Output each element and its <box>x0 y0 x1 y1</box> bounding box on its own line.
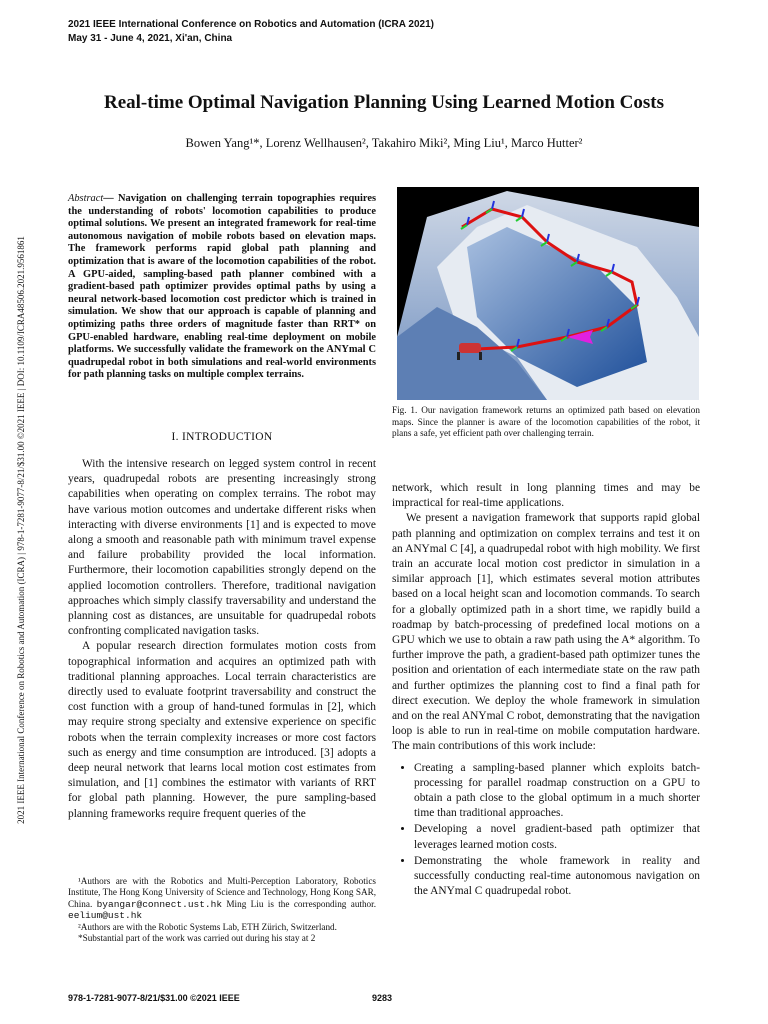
abstract-label: Abstract <box>68 193 104 204</box>
doi-sidebar <box>14 175 28 885</box>
figure-terrain-render <box>397 187 699 400</box>
list-item: • Demonstrating the whole framework in reality and successfully conducting real-time autonomous navigation on the ANYmal C quadrupedal robot. <box>414 854 700 900</box>
email-link[interactable]: eelium@ust.hk <box>68 910 143 922</box>
contributions-list <box>392 761 700 900</box>
footnotes <box>68 876 376 944</box>
page-number: 9283 <box>372 993 393 1003</box>
intro-paragraph: With the intensive research on legged system control in recent years, quadrupedal robots are presenting increasingly strong capabilities when operating on complex terrains. The robot may have various motion outcomes and undertake different risks when interacting with diverse environments [1] and is expected to move along a smooth and reasonable path with minimum travel expense and failure probability provided the local information. Furthermore, their locomotion capabilities strongly depend on the applied locomotion controllers. Therefore, traditional navigation approaches which simply classify traversability and understand the planning cost as distances, are unsuitable for quadrupedal robots confronting complicated navigation tasks. <box>68 458 376 638</box>
conference-dates: May 31 - June 4, 2021, Xi'an, China <box>68 33 233 44</box>
list-item: • Creating a sampling-based planner which exploits batch-processing for parallel roadmap construction on a GPU to obtain a path close to the global optimum in a much shorter time than traditional approaches. <box>414 761 700 822</box>
author-list: Bowen Yang¹*, Lorenz Wellhausen², Takahiro Miki², Ming Liu¹, Marco Hutter² <box>185 136 583 150</box>
right-column-body <box>392 481 700 900</box>
body-paragraph: We present a navigation framework that supports rapid global path planning and optimization on complex terrains and test it on an ANYmal C [4], a quadrupedal robot with high mobility. We first train an accurate local motion cost predictor in simulation in a similar approach [1], which estimates several motion attributes based on a local height scan and locomotion commands. To search for a globally optimized path in a short time, we rapidly build a roadmap by batch-processing of predefined local motions on a GPU which we use to obtain a raw path using the A* algorithm. To further improve the path, a gradient-based path optimizer tunes the position and orientation of each intermediate state on the raw path and further optimizes the planning cost to find a final path for direct execution. We deploy the whole framework in simulation and on the real ANYmal C robot, demonstrating that the navigation loop is able to run in real-time on mobile computation hardware. The main contributions of this work include: <box>392 512 700 753</box>
doi-sidebar-text: 2021 IEEE International Conference on Robotics and Automation (ICRA) | 978-1-7281-9077-8/21/$31.00 ©2021 IEEE | DOI: 10.1109/ICRA48506.2021.9561861 <box>16 236 26 824</box>
intro-paragraph: A popular research direction formulates motion costs from topographical information and acquires an optimized path with traditional planning approaches. Local terrain characteristics are directly used to evaluate footprint traversability and construct the cost function with a group of hand-tuned formulas in [2], which may require strong specialty and extensive experience on specific robots when the terrain complexity increases or more cost factors such as energy and time consumption are introduced. [3] adopts a deep neural network that learns local motion cost estimates from simulation, and [1] combines the estimator with variants of RRT for global path planning. However, the pure sampling-based planning frameworks require frequent queries of the <box>68 640 376 820</box>
conference-name: 2021 IEEE International Conference on Robotics and Automation (ICRA 2021) <box>68 19 434 30</box>
body-paragraph: network, which result in long planning times and may be impractical for real-time applications. <box>392 482 700 510</box>
footnote-3: *Substantial part of the work was carried out during his stay at 2 <box>78 933 316 944</box>
paper-title: Real-time Optimal Navigation Planning Using Learned Motion Costs <box>104 92 664 113</box>
abstract-text: — Navigation on challenging terrain topographies requires the understanding of robots' locomotion capabilities to produce optimal solutions. We present an integrated framework for real-time autonomous navigation of mobile robots based on elevation maps. The framework performs rapid global path planning and optimization that is aware of the locomotion capabilities of the robot. A GPU-aided, sampling-based path planner combined with a gradient-based path optimizer provides optimal paths by using a neural network-based locomotion cost predictor which is trained in simulation. We show that our approach is capable of planning and optimizing paths three orders of magnitude faster than RRT* on GPU-enabled hardware, enabling real-time deployment on mobile platforms. We successfully validate the framework on the ANYmal C quadrupedal robot in both simulations and real-world environments for path planning tasks on multiple complex terrains. <box>68 193 376 381</box>
footnote-2: ²Authors are with the Robotic Systems Lab, ETH Zürich, Switzerland. <box>78 921 337 932</box>
figure-caption: Fig. 1. Our navigation framework returns an optimized path based on elevation maps. Since the planner is aware of the locomotion capabilities of the robot, it plans a safe, yet efficient path over challenging terrain. <box>392 405 700 439</box>
list-item: • Developing a novel gradient-based path optimizer that leverages learned motion costs. <box>414 822 700 852</box>
section-heading: I. INTRODUCTION <box>171 431 273 443</box>
intro-body <box>68 457 376 822</box>
conference-header <box>68 18 434 46</box>
abstract <box>68 193 376 382</box>
footer-isbn: 978-1-7281-9077-8/21/$31.00 ©2021 IEEE <box>68 993 240 1003</box>
email-link[interactable]: byangar@connect.ust.hk <box>96 898 223 910</box>
terrain-illustration <box>397 187 699 400</box>
footnote-1: ¹Authors are with the Robotics and Multi-Perception Laboratory, Robotics Institute, The Hong Kong University of Science and Technology, Hong Kong SAR, China. byangar@connect.ust.hk Ming Liu is the corresponding author. eelium@ust.hk <box>68 876 377 922</box>
